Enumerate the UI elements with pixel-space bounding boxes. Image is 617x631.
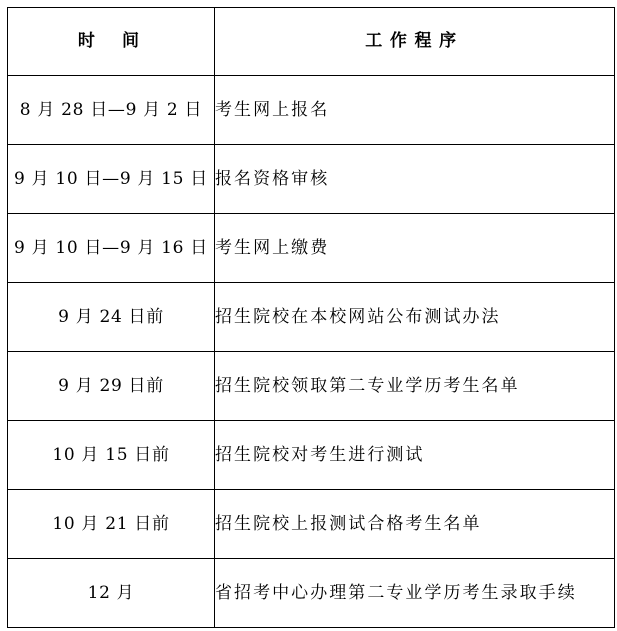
procedure-cell: 考生网上报名 [215, 76, 615, 145]
procedure-cell: 报名资格审核 [215, 145, 615, 214]
time-cell: 9 月 10 日—9 月 15 日 [8, 145, 215, 214]
table-row [8, 283, 615, 352]
time-cell: 9 月 10 日—9 月 16 日 [8, 214, 215, 283]
table-row [8, 421, 615, 490]
table-row [8, 490, 615, 559]
time-cell: 10 月 21 日前 [8, 490, 215, 559]
column-header-time: 时 间 [8, 8, 215, 76]
procedure-cell: 招生院校上报测试合格考生名单 [215, 490, 615, 559]
table-row [8, 76, 615, 145]
time-cell: 12 月 [8, 559, 215, 628]
procedure-cell: 招生院校对考生进行测试 [215, 421, 615, 490]
procedure-cell: 招生院校在本校网站公布测试办法 [215, 283, 615, 352]
procedure-cell: 考生网上缴费 [215, 214, 615, 283]
procedure-cell: 招生院校领取第二专业学历考生名单 [215, 352, 615, 421]
table-row [8, 214, 615, 283]
table-header-row [8, 8, 615, 76]
schedule-table [7, 7, 615, 628]
time-cell: 10 月 15 日前 [8, 421, 215, 490]
procedure-cell: 省招考中心办理第二专业学历考生录取手续 [215, 559, 615, 628]
time-cell: 9 月 24 日前 [8, 283, 215, 352]
time-cell: 8 月 28 日—9 月 2 日 [8, 76, 215, 145]
table-row [8, 559, 615, 628]
time-cell: 9 月 29 日前 [8, 352, 215, 421]
table-row [8, 145, 615, 214]
column-header-procedure: 工作程序 [215, 8, 615, 76]
table-row [8, 352, 615, 421]
